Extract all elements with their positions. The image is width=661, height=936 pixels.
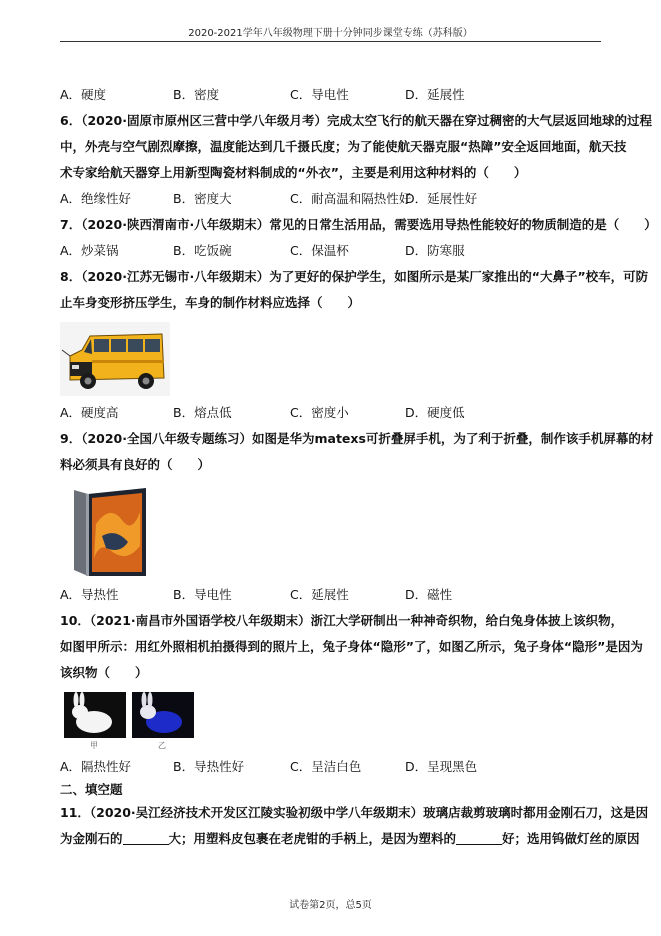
figure-label-yi: 乙 bbox=[158, 741, 166, 750]
q9-options bbox=[60, 582, 601, 608]
q6-option-a: A．绝缘性好 bbox=[60, 191, 132, 206]
q7-text-line-1: 7．（2020·陕西渭南市·八年级期末）常见的日常生活用品，需要选用导热性能较好的物质制造的是（ ） bbox=[60, 217, 657, 232]
q10-options bbox=[60, 754, 601, 780]
header-rule bbox=[60, 41, 601, 42]
q10-option-a: A．隔热性好 bbox=[60, 759, 132, 774]
q8-option-a: A．硬度高 bbox=[60, 405, 119, 420]
q6-option-c: C．耐高温和隔热性好 bbox=[290, 191, 412, 206]
q11-text-line-1: 11．（2020·吴江经济技术开发区江陵实验初级中学八年级期末）玻璃店裁剪玻璃时都用金刚石刀，这是因 bbox=[60, 805, 649, 820]
q8-options bbox=[60, 400, 601, 426]
q9-option-b: B．导电性 bbox=[173, 587, 232, 602]
q8-text-line-2: 止车身变形挤压学生，车身的制作材料应选择（ ） bbox=[60, 295, 361, 310]
q10-text-line-3: 该织物（ ） bbox=[60, 665, 148, 680]
q11-text-line-2 bbox=[60, 826, 640, 852]
section-title-fill-in: 二、填空题 bbox=[60, 782, 123, 797]
q11-text-part-a: 为金刚石的 bbox=[60, 831, 123, 846]
school-bus-icon bbox=[60, 322, 170, 396]
q5-option-b: B．密度 bbox=[173, 87, 220, 102]
q8-option-d: D．硬度低 bbox=[405, 405, 465, 420]
q10-text-line-2: 如图甲所示：用红外照相机拍摄得到的照片上，兔子身体“隐形”了，如图乙所示，兔子身体“隐形”是因为 bbox=[60, 639, 643, 654]
q10-text-line-1: 10．（2021·南昌市外国语学校八年级期末）浙江大学研制出一种神奇织物，给白兔身体披上该织物， bbox=[60, 613, 624, 628]
q11-text-part-c: 好；选用钨做灯丝的原因 bbox=[502, 831, 640, 846]
q11-blank-2[interactable] bbox=[456, 830, 502, 845]
q8-option-c: C．密度小 bbox=[290, 405, 349, 420]
q5-options bbox=[60, 82, 601, 108]
figure-label-jia: 甲 bbox=[90, 741, 98, 750]
rabbit-images-icon bbox=[64, 692, 200, 742]
page-header: 2020-2021学年八年级物理下册十分钟同步课堂专练（苏科版） bbox=[188, 28, 473, 39]
q9-option-d: D．磁性 bbox=[405, 587, 453, 602]
page-content bbox=[60, 82, 657, 852]
q9-option-c: C．延展性 bbox=[290, 587, 349, 602]
q7-option-b: B．吃饭碗 bbox=[173, 243, 232, 258]
q11-text-part-b: 大；用塑料皮包裹在老虎钳的手柄上，是因为塑料的 bbox=[168, 831, 457, 846]
q5-option-a: A．硬度 bbox=[60, 87, 107, 102]
q6-text-line-3: 术专家给航天器穿上用新型陶瓷材料制成的“外衣”，主要是利用这种材料的（ ） bbox=[60, 165, 527, 180]
foldable-phone-icon bbox=[66, 484, 150, 580]
q6-option-b: B．密度大 bbox=[173, 191, 232, 206]
q10-option-d: D．呈现黑色 bbox=[405, 759, 478, 774]
q7-options bbox=[60, 238, 601, 264]
q5-option-c: C．导电性 bbox=[290, 87, 349, 102]
q9-option-a: A．导热性 bbox=[60, 587, 119, 602]
q7-option-c: C．保温杯 bbox=[290, 243, 349, 258]
q6-text-line-2: 中，外壳与空气剧烈摩擦，温度能达到几千摄氏度；为了能使航天器克服“热障”安全返回地面，航天技 bbox=[60, 139, 627, 154]
q9-text-line-2: 料必须具有良好的（ ） bbox=[60, 457, 211, 472]
q11-blank-1[interactable] bbox=[123, 830, 169, 845]
q6-option-d: D．延展性好 bbox=[405, 191, 478, 206]
foldable-phone-image bbox=[60, 484, 601, 582]
school-bus-image bbox=[60, 322, 601, 400]
q7-option-a: A．炒菜锅 bbox=[60, 243, 119, 258]
q6-options bbox=[60, 186, 601, 212]
q10-option-c: C．呈洁白色 bbox=[290, 759, 362, 774]
rabbit-photos bbox=[60, 692, 601, 754]
q6-text-line-1: 6．（2020·固原市原州区三营中学八年级月考）完成太空飞行的航天器在穿过稠密的大气层返回地球的过程 bbox=[60, 113, 652, 128]
q9-text-line-1: 9．（2020·全国八年级专题练习）如图是华为matexs可折叠屏手机，为了利于折叠，制作该手机屏幕的材 bbox=[60, 431, 654, 446]
q5-option-d: D．延展性 bbox=[405, 87, 465, 102]
page-footer: 试卷第2页，总5页 bbox=[289, 900, 372, 911]
q8-text-line-1: 8．（2020·江苏无锡市·八年级期末）为了更好的保护学生，如图所示是某厂家推出的“大鼻子”校车，可防 bbox=[60, 269, 649, 284]
q7-option-d: D．防寒服 bbox=[405, 243, 465, 258]
q10-option-b: B．导热性好 bbox=[173, 759, 245, 774]
q8-option-b: B．熔点低 bbox=[173, 405, 232, 420]
